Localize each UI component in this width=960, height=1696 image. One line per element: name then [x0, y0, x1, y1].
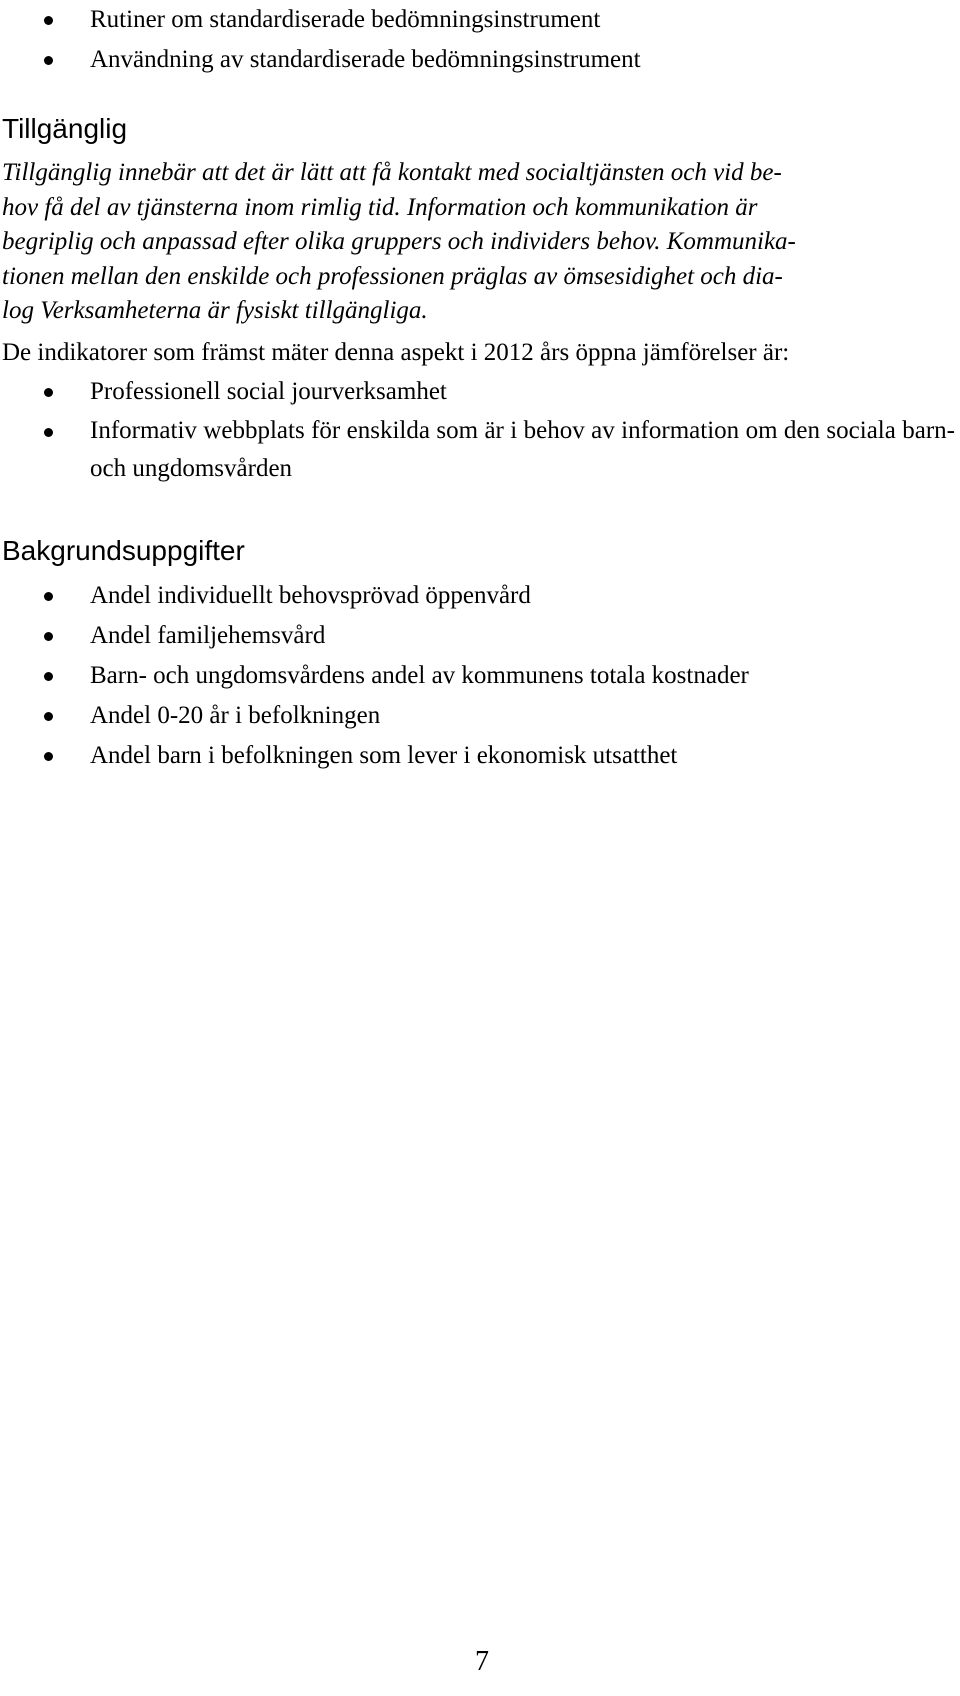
- list-item: [0, 616, 960, 656]
- bullet-icon: [44, 16, 53, 25]
- list-item: [0, 372, 960, 412]
- list-item-text: Barn- och ungdomsvårdens andel av kommunens totala kostnader: [90, 662, 749, 689]
- indicators-intro: De indikatorer som främst mäter denna aspekt i 2012 års öppna jämförelser är:: [2, 339, 790, 366]
- section-heading-tillganglig: Tillgänglig: [2, 113, 128, 144]
- section-heading-bakgrundsuppgifter: Bakgrundsuppgifter: [2, 535, 245, 566]
- list-item-text: Informativ webbplats för enskilda som är i behov av information om den sociala barn- och ungdomsvården: [90, 417, 955, 482]
- bullet-icon: [44, 752, 53, 761]
- indicators-list: [0, 372, 960, 488]
- page-number: 7: [475, 1646, 489, 1677]
- bullet-icon: [44, 712, 53, 721]
- list-item-text: Rutiner om standardiserade bedömningsinstrument: [90, 6, 601, 33]
- list-item-text: Andel 0-20 år i befolkningen: [90, 702, 381, 729]
- list-item: [0, 736, 960, 776]
- tillganglig-definition: [2, 156, 954, 329]
- list-item-text: Andel familjehemsvård: [90, 622, 326, 649]
- paragraph-line: begriplig och anpassad efter olika gruppers och individers behov. Kommunika-: [2, 228, 796, 255]
- list-item: [0, 412, 955, 488]
- bullet-icon: [44, 592, 53, 601]
- bullet-icon: [44, 672, 53, 681]
- list-item: [0, 576, 960, 616]
- background-data-list: [0, 576, 960, 776]
- paragraph-line: log Verksamheterna är fysiskt tillgängliga.: [2, 297, 428, 324]
- paragraph-line: hov få del av tjänsterna inom rimlig tid. Information och kommunikation är: [2, 193, 758, 221]
- paragraph-line: tionen mellan den enskilde och professionen präglas av ömsesidighet och dia-: [2, 262, 783, 290]
- list-item-text: Andel barn i befolkningen som lever i ekonomisk utsatthet: [90, 742, 678, 769]
- paragraph-line: Tillgänglig innebär att det är lätt att få kontakt med socialtjänsten och vid be-: [2, 159, 782, 186]
- list-item: [0, 696, 960, 736]
- list-item: [0, 40, 960, 80]
- list-item-text: Professionell social jourverksamhet: [90, 378, 447, 405]
- list-item-text: Andel individuellt behovsprövad öppenvård: [90, 582, 531, 609]
- bullet-icon: [44, 56, 53, 65]
- bullet-icon: [44, 632, 53, 641]
- standard-instruments-list: [0, 0, 960, 80]
- bullet-icon: [44, 388, 53, 397]
- list-item-text: Användning av standardiserade bedömningsinstrument: [90, 46, 641, 73]
- list-item: [0, 0, 960, 40]
- bullet-icon: [44, 428, 53, 437]
- list-item: [0, 656, 960, 696]
